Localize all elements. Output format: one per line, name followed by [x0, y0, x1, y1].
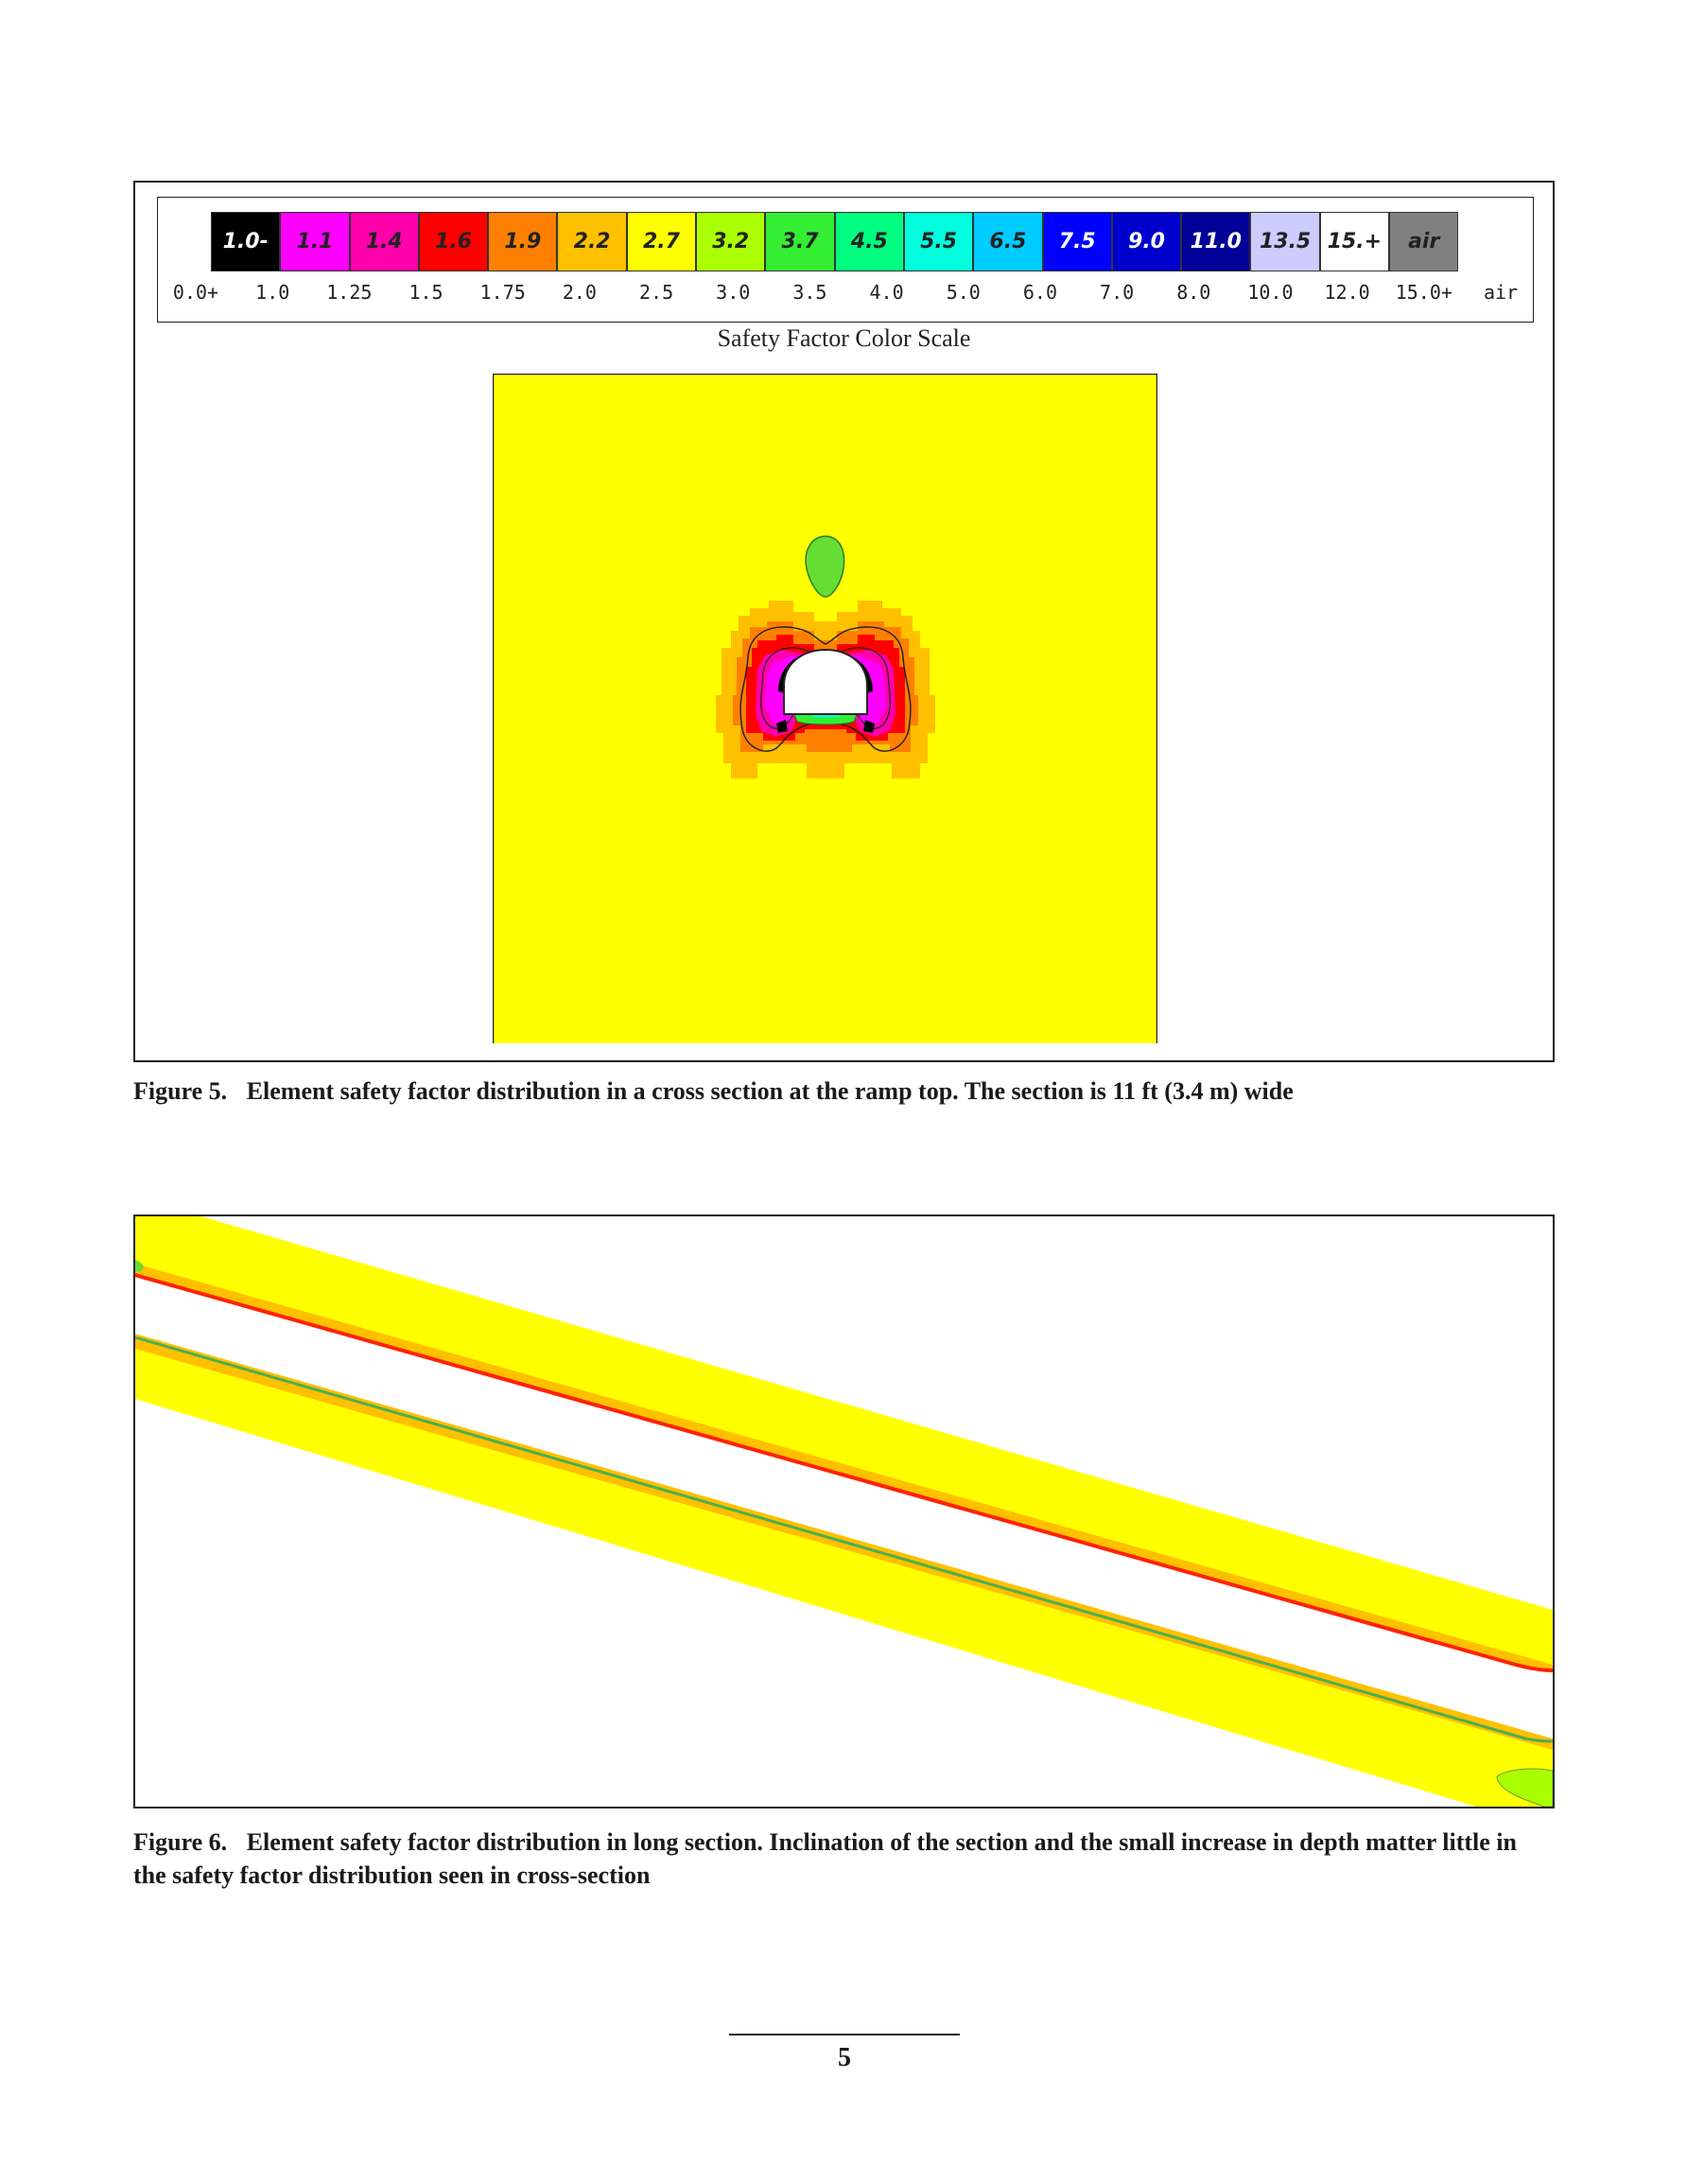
long-section-plot: [135, 1216, 1553, 1807]
color-swatch: 5.5: [904, 212, 973, 271]
color-swatch: 1.9: [488, 212, 557, 271]
color-swatch: 15.+: [1320, 212, 1389, 271]
color-swatch: 2.2: [557, 212, 626, 271]
color-scale-tick: 1.75: [479, 281, 526, 304]
color-swatch: 1.4: [350, 212, 419, 271]
color-swatch: air: [1389, 212, 1458, 271]
color-swatch: 3.7: [765, 212, 834, 271]
figure-6-caption: [133, 1826, 1555, 1892]
color-scale-tick: 1.5: [409, 281, 443, 304]
color-scale-tick: 3.0: [716, 281, 751, 304]
figure-5-caption-text: Element safety factor distribution in a cross section at the ramp top. The section is 11 ft (3.4 m) wide: [246, 1077, 1294, 1105]
color-scale-tick: 12.0: [1324, 281, 1370, 304]
color-scale-tick: 3.5: [792, 281, 827, 304]
figure-6-caption-text: Element safety factor distribution in long section. Inclination of the section and the small increase in depth matter little in the safety factor distribution seen in cross-section: [133, 1828, 1517, 1889]
color-scale-tick: air: [1483, 281, 1519, 304]
color-scale-caption: Safety Factor Color Scale: [717, 324, 971, 352]
color-scale-tick: 5.0: [946, 281, 981, 304]
figure-5-label: Figure 5.: [133, 1077, 228, 1105]
color-scale-swatches: [211, 212, 1458, 271]
color-scale-tick: 2.5: [638, 281, 674, 304]
color-scale-tick: 0.0+: [172, 281, 219, 304]
color-swatch: 2.7: [627, 212, 696, 271]
color-scale-tick: 1.25: [326, 281, 373, 304]
color-swatch: 6.5: [973, 212, 1042, 271]
color-scale-tick: 7.0: [1100, 281, 1135, 304]
color-swatch: 1.0-: [211, 212, 280, 271]
cross-section-plot: [493, 374, 1157, 1043]
color-scale-tick: 8.0: [1176, 281, 1211, 304]
color-swatch: 1.6: [419, 212, 488, 271]
figure-6-frame: [133, 1214, 1555, 1808]
color-scale-tick: 15.0+: [1395, 281, 1452, 304]
color-swatch: 9.0: [1112, 212, 1181, 271]
color-swatch: 1.1: [280, 212, 349, 271]
ramp-opening: [135, 1279, 1553, 1738]
figure-5-frame: [133, 181, 1555, 1062]
color-scale-legend: [157, 197, 1534, 323]
color-scale-tick: 1.0: [255, 281, 290, 304]
figure-5-caption: [133, 1075, 1555, 1108]
color-scale-tick: 6.0: [1022, 281, 1057, 304]
color-swatch: 11.0: [1181, 212, 1250, 271]
page-number: 5: [838, 2043, 851, 2072]
color-swatch: 13.5: [1250, 212, 1319, 271]
color-swatch: 3.2: [696, 212, 765, 271]
color-scale-tick: 4.0: [869, 281, 904, 304]
color-swatch: 4.5: [835, 212, 904, 271]
color-scale-tick: 2.0: [562, 281, 597, 304]
color-scale-tick: 10.0: [1247, 281, 1294, 304]
ramp-opening: [784, 650, 867, 714]
color-scale-ticks: [158, 281, 1533, 307]
color-swatch: 7.5: [1043, 212, 1112, 271]
figure-6-label: Figure 6.: [133, 1828, 228, 1856]
footer-rule: [729, 2034, 960, 2035]
